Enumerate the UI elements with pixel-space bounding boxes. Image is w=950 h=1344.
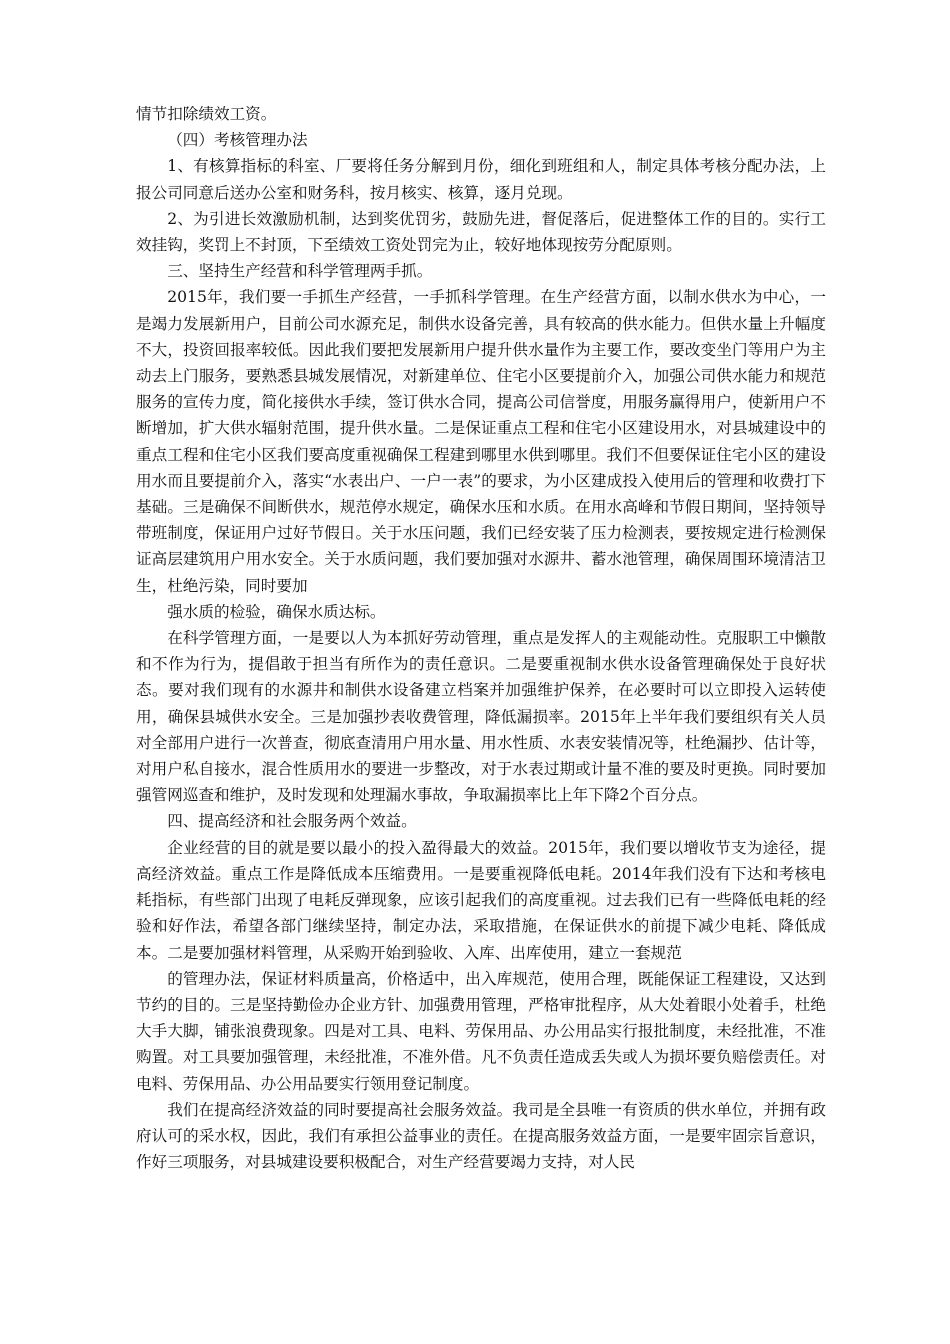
- section-heading: 三、坚持生产经营和科学管理两手抓。: [167, 262, 433, 281]
- section-heading: （四）考核管理办法: [167, 131, 308, 150]
- paragraph: 2015年，我们要一手抓生产经营，一手抓科学管理。在生产经营方面，以制水供水为中心，一是竭力发展新用户，目前公司水源充足，制供水设备完善，具有较高的供水能力。但供水量上升幅度不大，投资回报率较低。因此我们要把发展新用户提升供水量作为主要工作，要改变坐门等用户为主动去上门服务，要熟悉县城发展情况，对新建单位、住宅小区要提前介入，加强公司供水能力和规范服务的宣传力度，简化接供水手续，签订供水合同，提高公司信誉度，用服务赢得用户，使新用户不断增加，扩大供水辐射范围，提升供水量。二是保证重点工程和住宅小区建设用水，对县城建设中的重点工程和住宅小区我们要高度重视确保工程建到哪里水供到哪里。我们不但要保证住宅小区的建设用水而且要提前介入，落实“水表出户、一户一表”的要求，为小区建成投入使用后的管理和收费打下基础。三是确保不间断供水，规范停水规定，确保水压和水质。在用水高峰和节假日期间，坚持领导带班制度，保证用户过好节假日。关于水压问题，我们已经安装了压力检测表，要按规定进行检测保证高层建筑用户用水安全。关于水质问题，我们要加强对水源井、蓄水池管理，确保周围环境清洁卫生，杜绝污染，同时要加: [136, 288, 826, 595]
- document-body: [136, 101, 826, 1175]
- section-heading: 四、提高经济和社会服务两个效益。: [167, 812, 417, 831]
- paragraph: 情节扣除绩效工资。: [136, 105, 277, 123]
- paragraph: 在科学管理方面，一是要以人为本抓好劳动管理，重点是发挥人的主观能动性。克服职工中懒散和不作为行为，提倡敢于担当有所作为的责任意识。二是要重视制水供水设备管理确保处于良好状态。要对我们现有的水源井和制供水设备建立档案并加强维护保养，在必要时可以立即投入运转使用，确保县城供水安全。三是加强抄表收费管理，降低漏损率。2015年上半年我们要组织有关人员对全部用户进行一次普查，彻底查清用户用水量、用水性质、水表安装情况等，杜绝漏抄、估计等，对用户私自接水，混合性质用水的要进一步整改，对于水表过期或计量不准的要及时更换。同时要加强管网巡查和维护，及时发现和处理漏水事故，争取漏损率比上年下降2个百分点。: [136, 629, 826, 805]
- paragraph: 企业经营的目的就是要以最小的投入盈得最大的效益。2015年，我们要以增收节支为途径，提高经济效益。重点工作是降低成本压缩费用。一是要重视降低电耗。2014年我们没有下达和考核电耗指标，有些部门出现了电耗反弹现象，应该引起我们的高度重视。过去我们已有一些降低电耗的经验和好作法，希望各部门继续坚持，制定办法，采取措施，在保证供水的前提下减少电耗、降低成本。二是要加强材料管理，从采购开始到验收、入库、出库使用，建立一套规范: [136, 838, 826, 962]
- paragraph: 强水质的检验，确保水质达标。: [167, 602, 386, 621]
- paragraph: 2、为引进长效激励机制，达到奖优罚劣，鼓励先进，督促落后，促进整体工作的目的。实行工效挂钩，奖罚上不封顶，下至绩效工资处罚完为止，较好地体现按劳分配原则。: [136, 209, 826, 255]
- paragraph: 1、有核算指标的科室、厂要将任务分解到月份，细化到班组和人，制定具体考核分配办法，上报公司同意后送办公室和财务科，按月核实、核算，逐月兑现。: [136, 157, 826, 202]
- paragraph: 的管理办法，保证材料质量高，价格适中，出入库规范，使用合理，既能保证工程建设，又达到节约的目的。三是坚持勤俭办企业方针、加强费用管理，严格审批程序，从大处着眼小处着手，杜绝大手大脚，铺张浪费现象。四是对工具、电料、劳保用品、办公用品实行报批制度，未经批准，不准购置。对工具要加强管理，未经批准，不准外借。凡不负责任造成丢失或人为损坏要负赔偿责任。对电料、劳保用品、办公用品要实行领用登记制度。: [136, 969, 826, 1093]
- paragraph: 我们在提高经济效益的同时要提高社会服务效益。我司是全县唯一有资质的供水单位，并拥有政府认可的采水权，因此，我们有承担公益事业的责任。在提高服务效益方面，一是要牢固宗旨意识，作好三项服务，对县城建设要积极配合，对生产经营要竭力支持，对人民: [136, 1100, 826, 1172]
